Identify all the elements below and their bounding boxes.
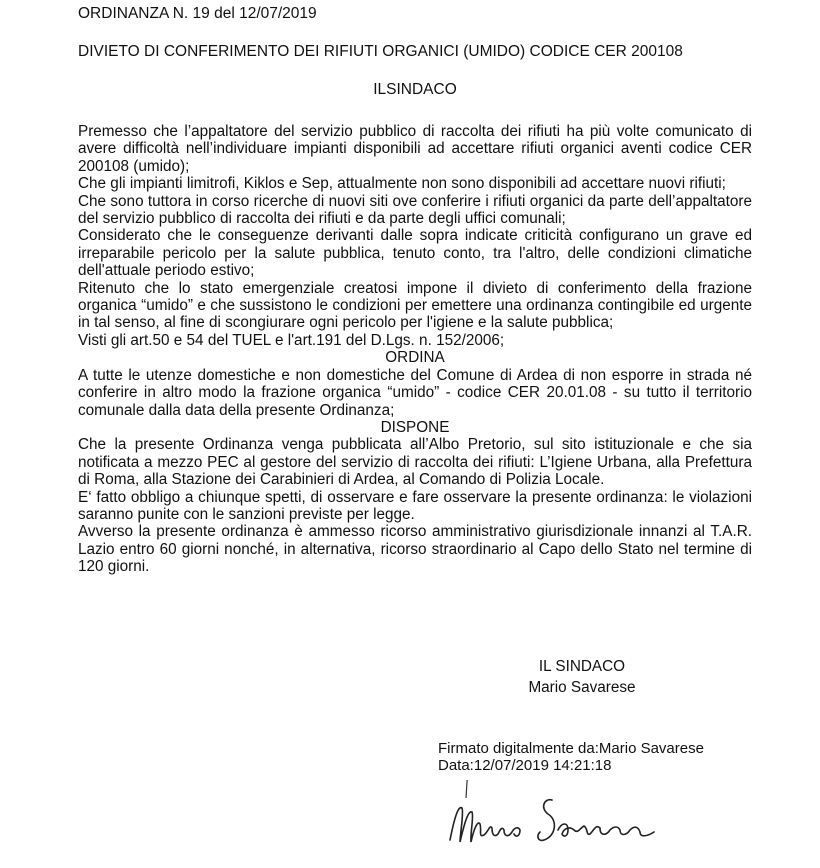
premise-paragraph: Che sono tuttora in corso ricerche di nuovi siti ove conferire i rifiuti organici da parte dell’appaltatore del servizio pubblico di raccolta dei rifiuti e da parte degli uffici comunali; — [78, 192, 752, 228]
ordinance-body — [78, 123, 752, 576]
dispone-paragraph: E‘ fatto obbligo a chiunque spetti, di osservare e fare osservare la presente ordinanza: le violazioni saranno punite con le sanzioni previste per legge. — [78, 488, 752, 523]
handwritten-signature — [440, 780, 680, 860]
signatory-title: IL SINDACO — [538, 658, 626, 675]
premise-paragraph: Considerato che le conseguenze derivanti dalle sopra indicate criticità configurano un grave ed irreparabile pericolo per la salute pubblica, tenuto conto, tra l'altro, delle condizioni climatiche dell'attuale periodo estivo; — [78, 227, 752, 280]
ordinance-number: ORDINANZA N. 19 del 12/07/2019 — [78, 5, 317, 22]
premise-paragraph: Che gli impianti limitrofi, Kiklos e Sep, attualmente non sono disponibili ad accettare nuovi rifiuti; — [78, 175, 726, 193]
digital-signature-date: Data:12/07/2019 14:21:18 — [438, 757, 612, 774]
dispone-paragraph: Avverso la presente ordinanza è ammesso ricorso amministrativo giurisdizionale innanzi al T.A.R. Lazio entro 60 giorni nonché, in alternativa, ricorso straordinario al Capo dello Stato nel termine di 120 giorni. — [78, 523, 752, 576]
signatory-name: Mario Savarese — [528, 679, 636, 696]
ordina-paragraph: A tutte le utenze domestiche e non domestiche del Comune di Ardea di non esporre in strada né conferire in altro modo la frazione organica “umido” - codice CER 20.01.08 - su tutto il territorio comunale dalla data della presente Ordinanza; — [78, 366, 752, 419]
dispone-paragraph: Che la presente Ordinanza venga pubblicata all’Albo Pretorio, sul sito istituzionale e che sia notificata a mezzo PEC al gestore del servizio di raccolta dei rifiuti: L’Igiene Urbana, alla Prefettura di Roma, alla Stazione dei Carabinieri di Ardea, al Comando di Polizia Locale. — [78, 436, 752, 489]
premise-paragraph: Visti gli art.50 e 54 del TUEL e l'art.191 del D.Lgs. n. 152/2006; — [78, 331, 505, 349]
dispone-heading: DISPONE — [380, 418, 450, 436]
premise-paragraph: Ritenuto che lo stato emergenziale creatosi impone il divieto di conferimento della frazione organica “umido” e che sussistono le condizioni per emettere una ordinanza contingibile ed urgente in tal senso, al fine di scongiurare ogni pericolo per l'igiene e la salute pubblica; — [78, 279, 752, 332]
ordina-heading: ORDINA — [385, 349, 445, 367]
ordinance-subject: DIVIETO DI CONFERIMENTO DEI RIFIUTI ORGANICI (UMIDO) CODICE CER 200108 — [78, 43, 683, 60]
premise-paragraph: Premesso che l’appaltatore del servizio pubblico di raccolta dei rifiuti ha più volte comunicato di avere difficoltà nell’individuare impianti disponibili ad accettare rifiuti organici aventi codice CER 200108 (umido); — [78, 123, 752, 175]
digital-signature-by: Firmato digitalmente da:Mario Savarese — [438, 740, 704, 757]
issuer-heading: ILSINDACO — [373, 81, 457, 98]
